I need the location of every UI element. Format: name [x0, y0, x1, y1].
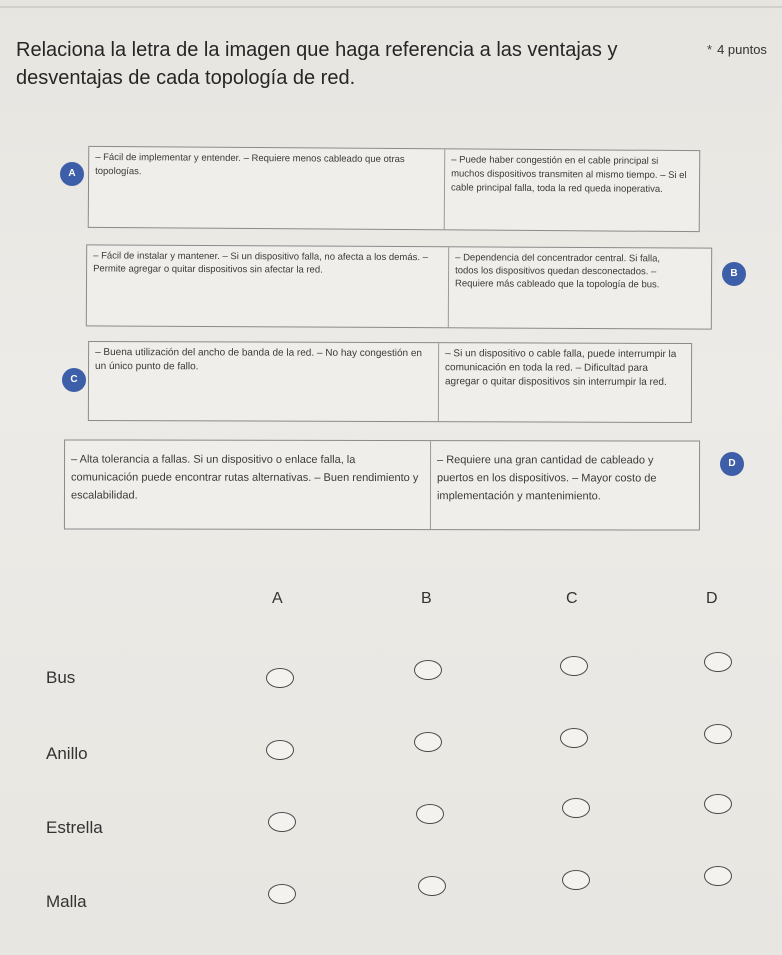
badge-c: C: [62, 368, 86, 392]
radio-bus-a[interactable]: [266, 668, 294, 688]
grid-row-label-estrella: Estrella: [46, 818, 103, 837]
radio-estrella-b[interactable]: [416, 804, 444, 824]
points-value: 4 puntos: [717, 42, 767, 57]
radio-anillo-c[interactable]: [560, 728, 588, 748]
radio-bus-c[interactable]: [560, 656, 588, 676]
grid-row-label-malla: Malla: [46, 892, 87, 911]
radio-estrella-a[interactable]: [268, 812, 296, 832]
topology-card-b: [86, 244, 712, 329]
grid-column-header-b: B: [421, 590, 432, 607]
section-divider: [0, 6, 782, 8]
card-d-advantages: – Alta tolerancia a fallas. Si un dispositivo o enlace falla, la comunicación puede encontrar rutas alternativas. – Buen rendimiento y escalabilidad.: [65, 440, 431, 529]
radio-bus-b[interactable]: [414, 660, 442, 680]
card-a-disadvantages: – Puede haber congestión en el cable principal si muchos dispositivos transmiten al mismo tiempo. – Si el cable principal falla, toda la red queda inoperativa.: [450, 154, 687, 195]
question-title: Relaciona la letra de la imagen que haga referencia a las ventajas y desventajas de cada topología de red.: [16, 39, 618, 89]
topology-card-d: [64, 439, 700, 530]
card-c-disadvantages: – Si un dispositivo o cable falla, puede interrumpir la comunicación en toda la red. – Dificultad para agregar o quitar dispositivos sin interrumpir la red.: [444, 348, 677, 388]
radio-malla-c[interactable]: [562, 870, 590, 890]
badge-a: A: [60, 162, 84, 186]
card-b-disadvantages: – Dependencia del concentrador central. Si falla, todos los dispositivos quedan desconectados. – Requiere más cableado que la topología de bus.: [454, 252, 661, 291]
grid-column-header-a: A: [272, 590, 283, 607]
grid-column-header-c: C: [566, 590, 578, 607]
badge-d: D: [720, 452, 744, 476]
radio-estrella-c[interactable]: [562, 798, 590, 818]
radio-malla-b[interactable]: [418, 876, 446, 896]
card-b-advantages: – Fácil de instalar y mantener. – Si un dispositivo falla, no afecta a los demás. – Permite agregar o quitar dispositivos sin afectar la red.: [87, 245, 449, 327]
badge-b: B: [722, 262, 746, 286]
grid-row-label-anillo: Anillo: [46, 744, 88, 763]
radio-malla-a[interactable]: [268, 884, 296, 904]
topology-card-a: [88, 146, 701, 232]
card-a-advantages: – Fácil de implementar y entender. – Requiere menos cableado que otras topologías.: [89, 147, 446, 229]
required-asterisk: *: [707, 42, 713, 57]
points-label: [707, 42, 767, 57]
radio-bus-d[interactable]: [704, 652, 732, 672]
radio-estrella-d[interactable]: [704, 794, 732, 814]
card-d-disadvantages: – Requiere una gran cantidad de cableado y puertos en los dispositivos. – Mayor costo de implementación y mantenimiento.: [436, 454, 657, 503]
grid-column-header-d: D: [706, 590, 718, 607]
grid-row-label-bus: Bus: [46, 668, 76, 687]
card-c-advantages: – Buena utilización del ancho de banda de la red. – No hay congestión en un único punto de fallo.: [89, 342, 439, 421]
radio-anillo-d[interactable]: [704, 724, 732, 744]
radio-anillo-b[interactable]: [414, 732, 442, 752]
radio-anillo-a[interactable]: [266, 740, 294, 760]
radio-malla-d[interactable]: [704, 866, 732, 886]
topology-card-c: [88, 341, 692, 423]
